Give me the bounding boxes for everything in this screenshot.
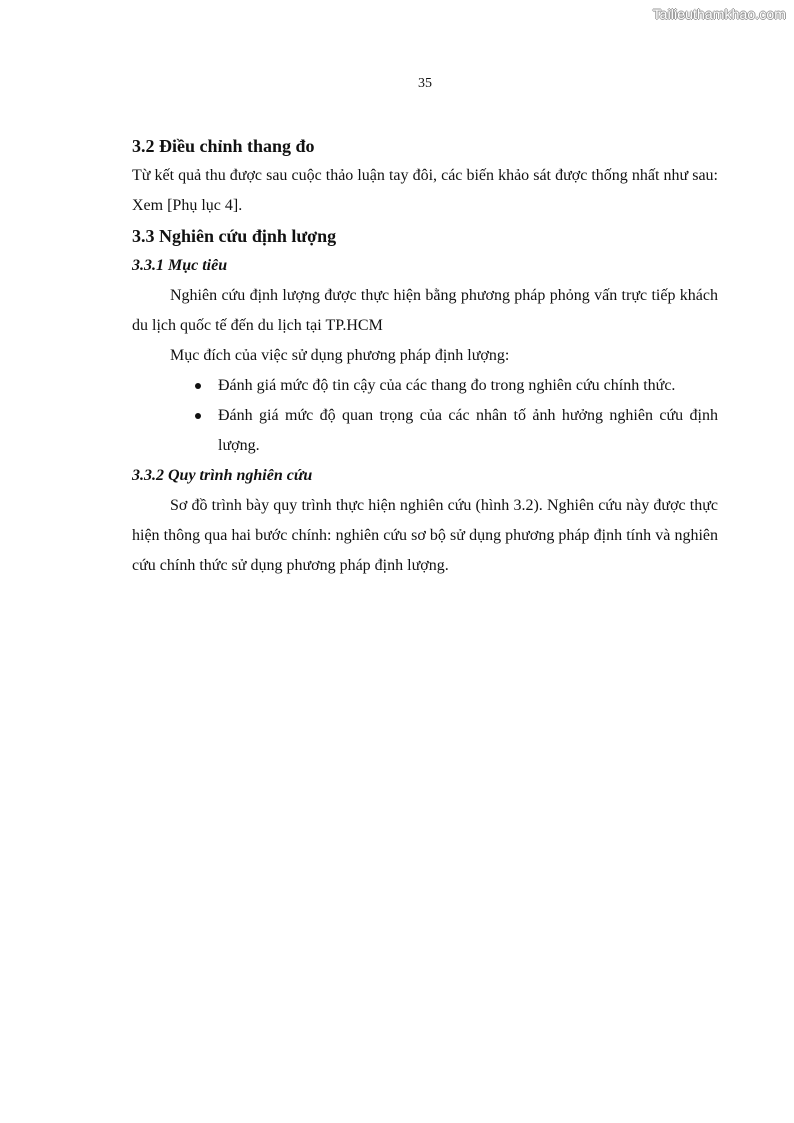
bullet-item: [132, 401, 718, 461]
bullet-text: Đánh giá mức độ quan trọng của các nhân tố ảnh hưởng nghiên cứu định lượng.: [218, 407, 718, 454]
page-number: 35: [418, 76, 432, 91]
subsection-3-3-2-paragraph: Sơ đồ trình bày quy trình thực hiện nghiên cứu (hình 3.2). Nghiên cứu này được thực hiện thông qua hai bước chính: nghiên cứu sơ bộ sử dụng phương pháp định tính và nghiên cứu chính thức sử dụng phương pháp định lượng.: [132, 497, 718, 574]
section-3-2-paragraph: Từ kết quả thu được sau cuộc thảo luận tay đôi, các biến khảo sát được thống nhất như sau: Xem [Phụ lục 4].: [132, 167, 718, 214]
document-body: [132, 131, 718, 581]
subsection-3-3-1-paragraph-2: Mục đích của việc sử dụng phương pháp định lượng:: [170, 347, 510, 364]
watermark: Tailieuthamkhao.com: [652, 6, 786, 22]
bullet-text: Đánh giá mức độ tin cậy của các thang đo trong nghiên cứu chính thức.: [218, 377, 676, 394]
section-heading-3-3: 3.3 Nghiên cứu định lượng: [132, 226, 337, 246]
subsection-heading-3-3-2: 3.3.2 Quy trình nghiên cứu: [132, 467, 313, 484]
bullet-icon: [195, 383, 201, 389]
purpose-bullet-list: [132, 371, 718, 461]
subsection-heading-3-3-1: 3.3.1 Mục tiêu: [132, 257, 228, 274]
bullet-icon: [195, 413, 201, 419]
section-heading-3-2: 3.2 Điều chỉnh thang đo: [132, 136, 315, 156]
subsection-3-3-1-paragraph-1: Nghiên cứu định lượng được thực hiện bằng phương pháp phỏng vấn trực tiếp khách du lịch quốc tế đến du lịch tại TP.HCM: [132, 287, 718, 334]
bullet-item: [132, 371, 718, 401]
